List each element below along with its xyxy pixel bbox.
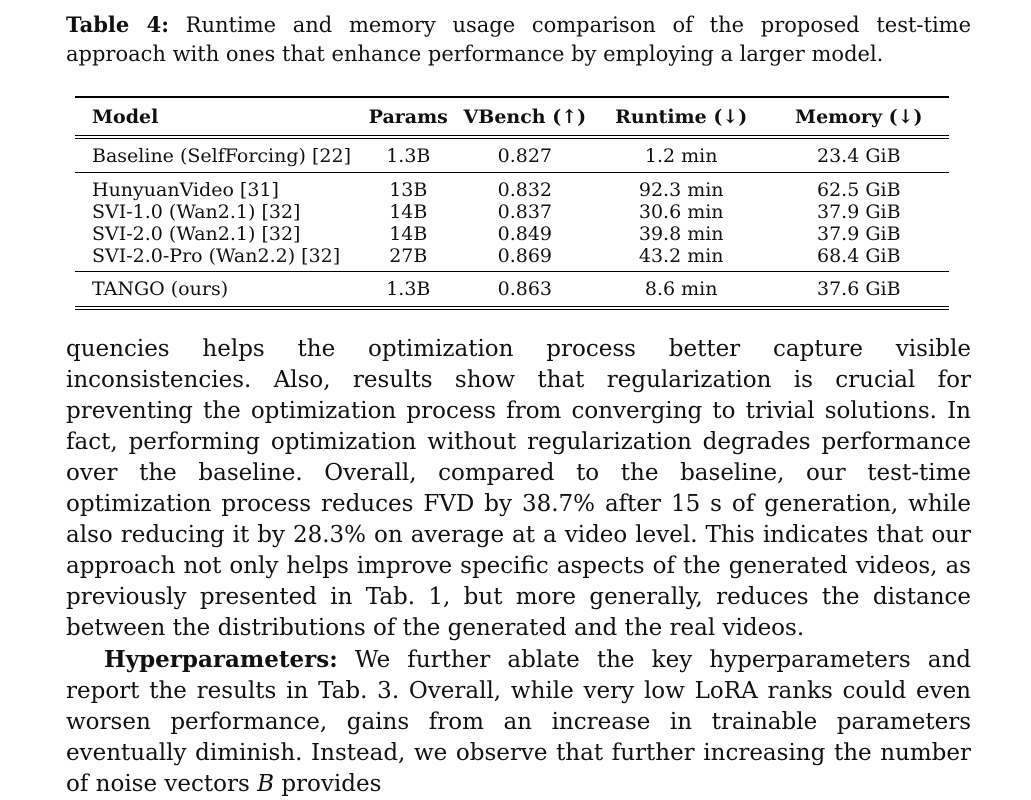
cell-vbench: 0.863 [497, 278, 553, 300]
cell-model: SVI-1.0 (Wan2.1) [32] [92, 201, 301, 223]
header-vbench: VBench (↑) [463, 105, 587, 128]
cell-model: HunyuanVideo [31] [92, 179, 279, 201]
header-runtime: Runtime (↓) [615, 105, 748, 128]
cell-vbench: 0.832 [497, 179, 553, 201]
cell-model: TANGO (ours) [92, 278, 229, 300]
cell-params: 27B [389, 245, 428, 267]
paragraph-tail: provides [274, 771, 382, 797]
cell-model: SVI-2.0 (Wan2.1) [32] [92, 223, 301, 245]
table-header-row [75, 97, 949, 137]
cell-runtime: 43.2 min [638, 245, 724, 267]
body-text [66, 334, 971, 800]
cell-model: Baseline (SelfForcing) [22] [92, 144, 351, 167]
caption-text: Runtime and memory usage comparison of the proposed test-time approach with ones that enhance performance by employing a larger model. [66, 13, 972, 66]
header-params: Params [368, 105, 448, 128]
paragraph-hyperparameters [66, 644, 971, 800]
table-row [75, 201, 949, 223]
cell-params: 1.3B [386, 144, 431, 167]
header-model: Model [92, 105, 159, 128]
cell-params: 14B [389, 201, 428, 223]
cell-memory: 37.9 GiB [816, 223, 901, 245]
cell-vbench: 0.837 [497, 201, 553, 223]
cell-model: SVI-2.0-Pro (Wan2.2) [32] [92, 245, 341, 267]
paragraph-text: We further ablate the key hyperparameters and report the results in Tab. 3. Overall, while very low LoRA ranks could even worsen performance, gains from an increase in trainable parameters eventually diminish. Instead, we observe that further increasing the number of noise vectors [66, 647, 971, 797]
cell-memory: 62.5 GiB [816, 179, 901, 201]
cell-memory: 23.4 GiB [816, 144, 901, 167]
caption-label: Table 4: [66, 12, 169, 37]
cell-runtime: 1.2 min [644, 144, 718, 167]
cell-memory: 68.4 GiB [816, 245, 901, 267]
table-row [75, 223, 949, 245]
cell-memory: 37.9 GiB [816, 201, 901, 223]
table-caption [66, 10, 971, 69]
table-row [75, 173, 949, 202]
header-memory: Memory (↓) [795, 105, 923, 128]
paragraph-heading: Hyperparameters: [104, 646, 338, 673]
cell-runtime: 8.6 min [644, 278, 718, 300]
comparison-table [75, 96, 949, 310]
cell-vbench: 0.869 [497, 245, 553, 267]
cell-params: 1.3B [386, 278, 431, 300]
cell-vbench: 0.849 [497, 223, 553, 245]
table-row-baseline [75, 137, 949, 173]
cell-runtime: 30.6 min [638, 201, 724, 223]
cell-runtime: 92.3 min [638, 179, 724, 201]
paragraph: quencies helps the optimization process better capture visible inconsistencies. Also, results show that regularization is crucial for preventing the optimization process from converging to trivial solutions. In fact, performing optimization without regularization degrades performance over the baseline. Overall, compared to the baseline, our test-time optimization process reduces FVD by 38.7% after 15 s of generation, while also reducing it by 28.3% on average at a video level. This indicates that our approach not only helps improve specific aspects of the generated videos, as previously presented in Tab. 1, but more generally, reduces the distance between the distributions of the generated and the real videos. [66, 336, 971, 641]
cell-params: 13B [389, 179, 428, 201]
cell-vbench: 0.827 [497, 144, 553, 167]
table-row [75, 245, 949, 272]
math-symbol: B [257, 771, 275, 797]
cell-runtime: 39.8 min [638, 223, 724, 245]
table-row-ours [75, 272, 949, 309]
cell-params: 14B [389, 223, 428, 245]
cell-memory: 37.6 GiB [816, 278, 901, 300]
